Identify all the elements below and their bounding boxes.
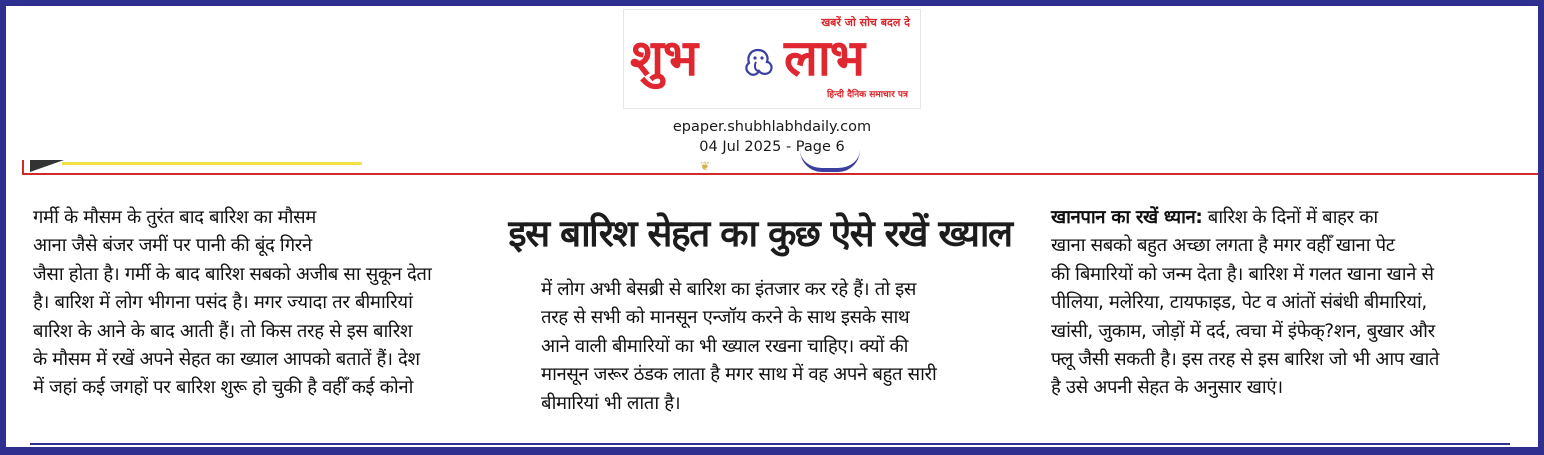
article-text-line: फ्लू जैसी सकती है। इस तरह से इस बारिश जो भी आप खाते xyxy=(1051,349,1440,371)
newspaper-masthead xyxy=(623,9,921,109)
article-text-line: है उसे अपनी सेहत के अनुसार खाएं। xyxy=(1051,377,1283,399)
article-text-line: आना जैसे बंजर जमीं पर पानी की बूंद गिरने xyxy=(33,235,312,257)
article-text-line: तरह से सभी को मानसून एन्जॉय करने के साथ इसके साथ xyxy=(541,307,910,329)
article-column-1 xyxy=(33,204,511,403)
section-corner-wedge xyxy=(30,160,64,172)
column-3-first-text: बारिश के दिनों में बाहर का xyxy=(1202,207,1378,228)
masthead-tagline: खबरें जो सोच बदल दे xyxy=(821,16,910,29)
article-text-line: मानसून जरूर ठंडक लाता है मगर साथ में वह अपने बहुत सारी xyxy=(541,364,937,386)
epaper-url[interactable]: epaper.shubhlabhdaily.com xyxy=(672,119,872,135)
article-text-line: गर्मी के मौसम के तुरंत बाद बारिश का मौसम xyxy=(33,207,316,228)
masthead-subtitle: हिन्दी दैनिक समाचार पत्र xyxy=(826,90,908,100)
page-bottom-rule xyxy=(30,443,1510,445)
ganesh-logo-icon xyxy=(738,44,778,84)
article-text-line: है। बारिश में लोग भीगना पसंद है। मगर ज्यादा तर बीमारियां xyxy=(33,292,413,314)
article-text-line: बीमारियां भी लाता है। xyxy=(541,392,681,414)
section-yellow-strip xyxy=(62,162,362,165)
logo-word-laabh: लाभ xyxy=(784,29,864,87)
article-text-line: खांसी, जुकाम, जोड़ों में दर्द, त्वचा में इंफेक्?शन, बुखार और xyxy=(1051,320,1435,342)
article-text-line: में लोग अभी बेसब्री से बारिश का इंतजार कर रहे हैं। तो इस xyxy=(541,279,916,300)
edition-date-page: 04 Jul 2025 - Page 6 xyxy=(699,139,845,155)
logo-word-shubh: शुभ xyxy=(630,29,698,87)
subheading-food-care: खानपान का रखें ध्यान: xyxy=(1051,207,1203,228)
column-3-first-line xyxy=(1051,204,1531,232)
section-rule xyxy=(22,173,1538,175)
article-text-line: खाना सबको बहुत अच्छा लगता है मगर वहीँ खाना पेट xyxy=(1051,235,1395,257)
article-text-line: की बिमारियों को जन्म देता है। बारिश में गलत खाना खाने से xyxy=(1051,263,1434,285)
article-column-3 xyxy=(1051,204,1531,403)
article-text-line: में जहां कई जगहों पर बारिश शुरू हो चुकी है वहीँ कई कोनो xyxy=(33,377,413,399)
article-text-line: जैसा होता है। गर्मी के बाद बारिश सबको अजीब सा सुकून देता xyxy=(33,263,432,285)
article-text-line: पीलिया, मलेरिया, टायफाइड, पेट व आंतों संबंधी बीमारियां, xyxy=(1051,292,1427,314)
article-text-line: आने वाली बीमारियों का भी ख्याल रखना चाहिए। क्यों की xyxy=(541,335,909,357)
article-headline: इस बारिश सेहत का कुछ ऐसे रखें ख्याल xyxy=(508,212,1012,255)
article-text-line: के मौसम में रखें अपने सेहत का ख्याल आपको बतातें हैं। देश xyxy=(33,349,420,371)
article-column-2 xyxy=(541,276,1021,418)
ornament-icon: ❦ xyxy=(700,159,711,173)
article-text-line: बारिश के आने के बाद आती हैं। तो किस तरह से इस बारिश xyxy=(33,320,413,342)
